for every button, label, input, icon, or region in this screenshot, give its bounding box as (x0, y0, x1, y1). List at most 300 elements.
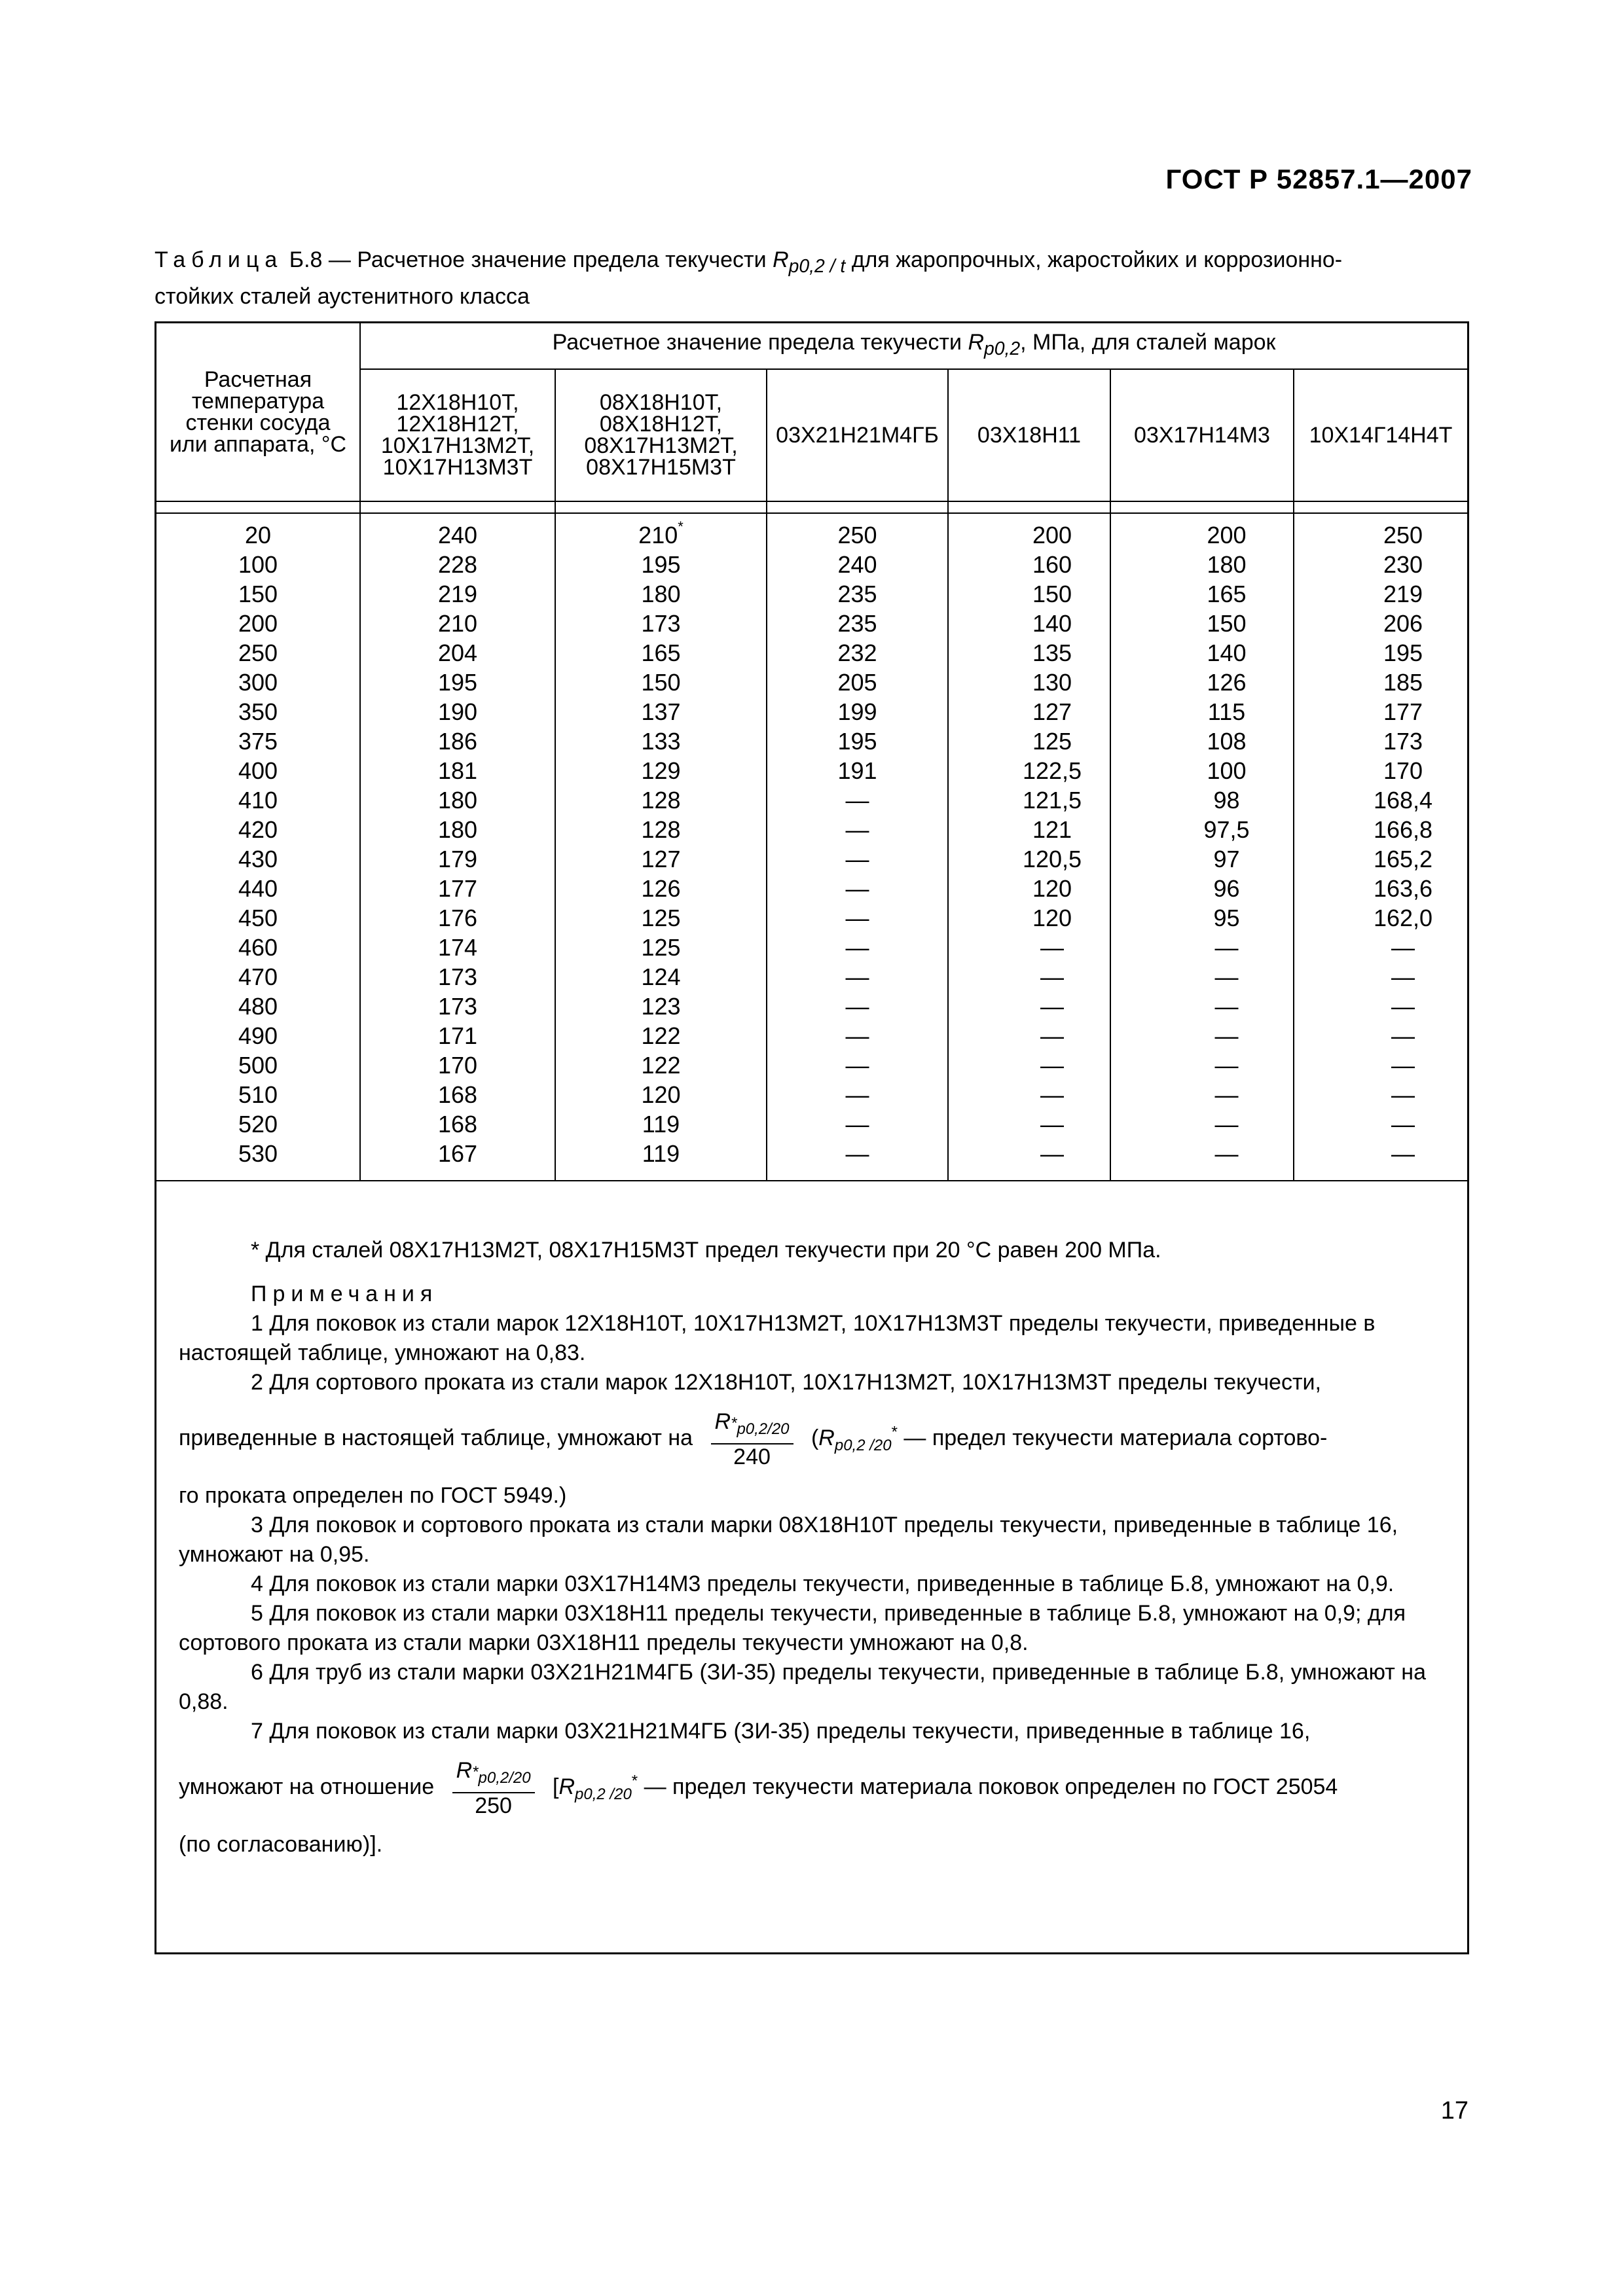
r-star: * (631, 1772, 638, 1790)
steel-grade-header (1110, 369, 1294, 501)
yield-value-cell (360, 1050, 555, 1080)
yield-value-cell (1110, 1050, 1294, 1080)
temperature-cell (156, 785, 360, 815)
cell-value: 120 (1032, 905, 1072, 931)
yield-value-cell (1294, 785, 1467, 815)
yield-value-cell (360, 903, 555, 933)
cell-value: 173 (437, 963, 478, 990)
cell-value: 420 (238, 816, 278, 843)
cell-value: — (845, 934, 869, 961)
cell-value: 195 (837, 728, 877, 755)
footnote-mark: * (678, 518, 684, 535)
yield-value-cell (1110, 1139, 1294, 1181)
table-row (156, 1050, 1467, 1080)
note-7-line3: (по согласованию)]. (179, 1831, 383, 1857)
yield-value-cell (360, 756, 555, 785)
yield-value-cell (767, 785, 948, 815)
cell-value: 230 (1383, 551, 1423, 578)
yield-value-cell (360, 697, 555, 726)
yield-value-cell (360, 668, 555, 697)
cell-value: — (845, 1140, 869, 1167)
yield-value-cell (948, 550, 1110, 579)
yield-value-cell (555, 962, 767, 992)
steel-grade-label: 03Х17Н14М3 (1134, 422, 1270, 448)
yield-value-cell (948, 609, 1110, 638)
yield-value-cell (1294, 726, 1467, 756)
yield-value-cell (767, 874, 948, 903)
cell-value: 490 (238, 1022, 278, 1049)
cell-value: 300 (238, 669, 278, 696)
temperature-cell (156, 962, 360, 992)
group-header (360, 323, 1467, 369)
yield-value-cell (948, 1139, 1110, 1181)
yield-value-cell (1110, 844, 1294, 874)
cell-value: 180 (1207, 551, 1247, 578)
cell-value: 168 (437, 1081, 478, 1108)
temperature-cell (156, 756, 360, 785)
cell-value: 480 (238, 993, 278, 1020)
yield-value-cell (1294, 756, 1467, 785)
yield-value-cell (555, 726, 767, 756)
cell-value: — (845, 846, 869, 872)
table-row (156, 726, 1467, 756)
table-row (156, 992, 1467, 1021)
yield-value-cell (1294, 513, 1467, 550)
cell-value: 122 (641, 1022, 681, 1049)
r-symbol: R (558, 1774, 575, 1799)
table-row (156, 638, 1467, 668)
cell-value: 235 (837, 610, 877, 637)
spacer-cell (360, 501, 555, 513)
spacer-cell (555, 501, 767, 513)
cell-value: 96 (1213, 875, 1240, 902)
cell-value: — (1391, 1111, 1415, 1138)
table-row (156, 903, 1467, 933)
cell-value: 140 (1032, 610, 1072, 637)
cell-value: — (845, 875, 869, 902)
yield-value-cell (360, 550, 555, 579)
yield-value-cell (555, 785, 767, 815)
cell-value: 98 (1213, 787, 1240, 814)
temperature-cell (156, 1139, 360, 1181)
cell-value: 186 (437, 728, 478, 755)
yield-value-cell (767, 1139, 948, 1181)
cell-value: 228 (437, 551, 478, 578)
cell-value: — (1391, 934, 1415, 961)
yield-value-cell (555, 697, 767, 726)
cell-value: 510 (238, 1081, 278, 1108)
yield-value-cell (555, 668, 767, 697)
cell-value: 165 (1207, 581, 1247, 607)
page-number: 17 (1440, 2097, 1468, 2125)
notes-title: Примечания (251, 1282, 439, 1306)
cell-value: 470 (238, 963, 278, 990)
yield-value-cell (360, 513, 555, 550)
yield-value-cell (1110, 962, 1294, 992)
cell-value: 179 (437, 846, 478, 872)
steel-grade-header (767, 369, 948, 501)
yield-value-cell (1294, 815, 1467, 844)
cell-value: 180 (437, 787, 478, 814)
yield-value-cell (948, 874, 1110, 903)
spacer-cell (1110, 501, 1294, 513)
cell-value: 168 (437, 1111, 478, 1138)
frac-den: 250 (475, 1793, 512, 1818)
frac-den: 240 (733, 1444, 771, 1469)
yield-value-cell (1294, 638, 1467, 668)
cell-value: 130 (1032, 669, 1072, 696)
cell-value: 206 (1383, 610, 1423, 637)
yield-value-cell (555, 874, 767, 903)
yield-value-cell (555, 756, 767, 785)
steel-grade-label: 03Х18Н11 (977, 422, 1082, 448)
cell-value: 219 (437, 581, 478, 607)
cell-value: 430 (238, 846, 278, 872)
r-star: * (891, 1423, 898, 1441)
temperature-cell (156, 1050, 360, 1080)
table-row (156, 550, 1467, 579)
cell-value: 500 (238, 1052, 278, 1079)
cell-value: 126 (1207, 669, 1247, 696)
steel-grade-label: 08Х17Н13М2Т, (584, 433, 738, 458)
yield-value-cell (555, 609, 767, 638)
cell-value: — (1214, 1052, 1239, 1079)
yield-value-cell (767, 1050, 948, 1080)
table-row (156, 785, 1467, 815)
steel-grade-label: 12Х18Н10Т, (396, 390, 519, 415)
table-row (156, 1109, 1467, 1139)
cell-value: — (1214, 993, 1239, 1020)
yield-value-cell (767, 579, 948, 609)
yield-value-cell (360, 992, 555, 1021)
cell-value: 195 (437, 669, 478, 696)
cell-value: 250 (837, 522, 877, 548)
yield-value-cell (1110, 579, 1294, 609)
yield-value-cell (1294, 1021, 1467, 1050)
yield-value-cell (1294, 1139, 1467, 1181)
yield-value-cell (767, 668, 948, 697)
cell-value: — (1391, 963, 1415, 990)
table-caption (155, 245, 1470, 312)
cell-value: — (845, 1052, 869, 1079)
footnote: * Для сталей 08Х17Н13М2Т, 08Х17Н15М3Т предел текучести при 20 °C равен 200 МПа. (251, 1238, 1161, 1263)
cell-value: — (1214, 1022, 1239, 1049)
yield-strength-table (156, 323, 1467, 1181)
cell-value: 120,5 (1022, 846, 1082, 872)
note-7-formula-line: умножают на отношение $\frac{R_{^*p0,2/20}}{250}$ [$R_{p0,2 /20}^*$ — предел текучести материала поковок определен по ГОСТ 25054 (179, 1757, 1338, 1818)
standard-code: ГОСТ Р 52857.1—2007 (1165, 164, 1472, 194)
cell-value: 174 (437, 934, 478, 961)
yield-value-cell (1294, 579, 1467, 609)
yield-value-cell (555, 992, 767, 1021)
cell-value: 440 (238, 875, 278, 902)
yield-value-cell (948, 1021, 1110, 1050)
steel-grade-label: 08Х18Н10Т, (599, 390, 723, 415)
cell-value: 173 (437, 993, 478, 1020)
temperature-cell (156, 609, 360, 638)
cell-value: 119 (642, 1111, 680, 1138)
cell-value: 120 (1032, 875, 1072, 902)
yield-value-cell (360, 962, 555, 992)
table-row (156, 933, 1467, 962)
temperature-cell (156, 844, 360, 874)
cell-value: 173 (641, 610, 681, 637)
temperature-cell (156, 903, 360, 933)
yield-value-cell (1110, 609, 1294, 638)
cell-value: 199 (837, 698, 877, 725)
group-header-text: Расчетное значение предела текучести (552, 330, 962, 355)
cell-value: — (1391, 1081, 1415, 1108)
note-2-fraction (711, 1409, 793, 1469)
yield-value-cell (948, 785, 1110, 815)
table-row (156, 513, 1467, 550)
cell-value: 127 (641, 846, 681, 872)
yield-value-cell (767, 844, 948, 874)
table-row (156, 962, 1467, 992)
cell-value: 122,5 (1022, 757, 1082, 784)
yield-value-cell (360, 1109, 555, 1139)
cell-value: — (845, 1022, 869, 1049)
note-4: 4 Для поковок из стали марки 03Х17Н14М3 пределы текучести, приведенные в таблице Б.8, умножают на 0,9. (251, 1571, 1395, 1596)
cell-value: 150 (641, 669, 681, 696)
caption-label: Таблица (155, 247, 283, 272)
caption-rest: для жаропрочных, жаростойких и коррозионно- (851, 247, 1343, 272)
yield-value-cell (360, 1080, 555, 1109)
cell-value: 205 (837, 669, 877, 696)
yield-value-cell (1110, 815, 1294, 844)
steel-grade-header (948, 369, 1110, 501)
temperature-cell (156, 1109, 360, 1139)
spacer-cell (156, 501, 360, 513)
cell-value: 167 (437, 1140, 478, 1167)
cell-value: 135 (1032, 639, 1072, 666)
yield-value-cell (555, 1021, 767, 1050)
cell-value: — (845, 963, 869, 990)
cell-value: 250 (238, 639, 278, 666)
cell-value: 170 (1383, 757, 1423, 784)
temperature-cell (156, 513, 360, 550)
steel-grade-label: 12Х18Н12Т, (396, 412, 519, 437)
cell-value: 219 (1383, 581, 1423, 607)
table-row (156, 1080, 1467, 1109)
yield-value-cell (1110, 1021, 1294, 1050)
frac-star: * (731, 1414, 737, 1432)
cell-value: 173 (1383, 728, 1423, 755)
yield-value-cell (1110, 903, 1294, 933)
yield-value-cell (1110, 1080, 1294, 1109)
yield-value-cell (767, 903, 948, 933)
yield-value-cell (360, 933, 555, 962)
table-frame (155, 321, 1469, 1954)
note-7-fraction (452, 1758, 535, 1818)
cell-value: — (1214, 1111, 1239, 1138)
yield-value-cell (1110, 874, 1294, 903)
cell-value: 520 (238, 1111, 278, 1138)
cell-value: — (1040, 1140, 1064, 1167)
yield-value-cell (1294, 962, 1467, 992)
r-sub: p0,2 /20 (575, 1785, 632, 1803)
note-7-line1: 7 Для поковок из стали марки 03Х21Н21М4ГБ (ЗИ-35) пределы текучести, приведенные в таблице 16, (251, 1718, 1311, 1744)
yield-value-cell (948, 903, 1110, 933)
cell-value: 120 (641, 1081, 681, 1108)
cell-value: 121 (1032, 816, 1072, 843)
yield-value-cell (555, 579, 767, 609)
yield-value-cell (360, 785, 555, 815)
cell-value: 375 (238, 728, 278, 755)
cell-value: 176 (437, 905, 478, 931)
yield-value-cell (555, 1109, 767, 1139)
yield-value-cell (360, 1139, 555, 1181)
cell-value: 20 (244, 522, 272, 548)
cell-value: — (1391, 1052, 1415, 1079)
cell-value: 150 (238, 581, 278, 607)
yield-value-cell (767, 1080, 948, 1109)
yield-value-cell (1110, 785, 1294, 815)
cell-value: 129 (641, 757, 681, 784)
cell-value: — (845, 1081, 869, 1108)
yield-value-cell (1294, 844, 1467, 874)
table-row (156, 1139, 1467, 1181)
cell-value: 195 (641, 551, 681, 578)
frac-r: R (714, 1409, 731, 1434)
yield-value-cell (767, 1109, 948, 1139)
cell-value: 200 (1032, 522, 1072, 548)
yield-value-cell (767, 756, 948, 785)
yield-value-cell (1294, 697, 1467, 726)
cell-value: — (845, 1111, 869, 1138)
yield-value-cell (1294, 609, 1467, 638)
cell-value: 100 (238, 551, 278, 578)
yield-value-cell (948, 756, 1110, 785)
cell-value: 450 (238, 905, 278, 931)
yield-value-cell (767, 550, 948, 579)
table-row (156, 756, 1467, 785)
cell-value: — (845, 816, 869, 843)
cell-value: 137 (641, 698, 681, 725)
cell-value: 210 (638, 522, 678, 548)
frac-sub: p0,2/20 (478, 1768, 531, 1787)
yield-value-cell (1110, 1109, 1294, 1139)
cell-value: 126 (641, 875, 681, 902)
temperature-cell (156, 815, 360, 844)
cell-value: — (1391, 1022, 1415, 1049)
temperature-cell (156, 1080, 360, 1109)
cell-value: 128 (641, 816, 681, 843)
table-row (156, 579, 1467, 609)
cell-value: 128 (641, 787, 681, 814)
note-7-text: умножают на отношение (179, 1774, 435, 1799)
group-header-symbol: R (968, 330, 984, 355)
table-row (156, 609, 1467, 638)
yield-value-cell (1110, 933, 1294, 962)
cell-value: 97,5 (1203, 816, 1250, 843)
cell-value: 150 (1207, 610, 1247, 637)
yield-value-cell (1294, 903, 1467, 933)
yield-value-cell (948, 726, 1110, 756)
temperature-cell (156, 992, 360, 1021)
yield-value-cell (360, 844, 555, 874)
cell-value: 125 (641, 905, 681, 931)
table-row (156, 668, 1467, 697)
yield-value-cell (948, 1050, 1110, 1080)
cell-value: — (1214, 963, 1239, 990)
cell-value: 165 (641, 639, 681, 666)
cell-value: 410 (238, 787, 278, 814)
cell-value: 232 (837, 639, 877, 666)
temperature-cell (156, 550, 360, 579)
yield-value-cell (555, 1050, 767, 1080)
temperature-cell (156, 579, 360, 609)
table-row (156, 815, 1467, 844)
note-2-tail: — предел текучести материала сортово- (903, 1425, 1328, 1450)
cell-value: 181 (437, 757, 478, 784)
spacer-cell (948, 501, 1110, 513)
cell-value: — (1391, 1140, 1415, 1167)
note-5: 5 Для поковок из стали марки 03Х18Н11 пределы текучести, приведенные в таблице Б.8, умножают на 0,9; для сортового проката из стали марки 03Х18Н11 пределы текучести умножают на 0,8. (179, 1600, 1406, 1655)
cell-value: 210 (437, 610, 478, 637)
yield-value-cell (555, 844, 767, 874)
yield-value-cell (948, 962, 1110, 992)
yield-value-cell (360, 609, 555, 638)
cell-value: — (845, 905, 869, 931)
cell-value: — (1214, 1140, 1239, 1167)
steel-grade-header (1294, 369, 1467, 501)
cell-value: 127 (1032, 698, 1072, 725)
steel-grade-label: 10Х14Г14Н4Т (1309, 422, 1453, 448)
table-row (156, 874, 1467, 903)
cell-value: 180 (641, 581, 681, 607)
cell-value: 200 (1207, 522, 1247, 548)
note-2-text: приведенные в настоящей таблице, умножают на (179, 1425, 693, 1450)
cell-value: 400 (238, 757, 278, 784)
cell-value: 177 (437, 875, 478, 902)
yield-value-cell (948, 933, 1110, 962)
cell-value: — (1040, 993, 1064, 1020)
steel-grade-header (555, 369, 767, 501)
cell-value: 250 (1383, 522, 1423, 548)
cell-value: — (845, 993, 869, 1020)
spacer-cell (767, 501, 948, 513)
yield-value-cell (948, 844, 1110, 874)
yield-value-cell (1294, 1050, 1467, 1080)
yield-value-cell (360, 1021, 555, 1050)
note-6: 6 Для труб из стали марки 03Х21Н21М4ГБ (ЗИ-35) пределы текучести, приведенные в таблице Б.8, умножают на 0,88. (179, 1659, 1426, 1714)
yield-value-cell (948, 668, 1110, 697)
frac-star: * (472, 1763, 479, 1781)
yield-value-cell (948, 1109, 1110, 1139)
cell-value: 168,4 (1373, 787, 1433, 814)
yield-value-cell (360, 726, 555, 756)
temperature-cell (156, 668, 360, 697)
yield-value-cell (767, 726, 948, 756)
yield-value-cell (1110, 550, 1294, 579)
cell-value: 200 (238, 610, 278, 637)
yield-value-cell (1294, 933, 1467, 962)
yield-value-cell (1110, 668, 1294, 697)
cell-value: 150 (1032, 581, 1072, 607)
note-2-line1: 2 Для сортового проката из стали марок 12Х18Н10Т, 10Х17Н13М2Т, 10Х17Н13М3Т пределы текучести, (251, 1370, 1321, 1395)
group-header-sub: p0,2 (984, 338, 1021, 359)
cell-value: 124 (641, 963, 681, 990)
cell-value: 350 (238, 698, 278, 725)
yield-value-cell (555, 550, 767, 579)
frac-sub: p0,2/20 (737, 1420, 790, 1438)
yield-value-cell (767, 992, 948, 1021)
cell-value: — (845, 787, 869, 814)
note-3: 3 Для поковок и сортового проката из стали марки 08Х18Н10Т пределы текучести, приведенные в таблице 16, умножают на 0,95. (179, 1512, 1398, 1567)
yield-value-cell (767, 609, 948, 638)
cell-value: 123 (641, 993, 681, 1020)
